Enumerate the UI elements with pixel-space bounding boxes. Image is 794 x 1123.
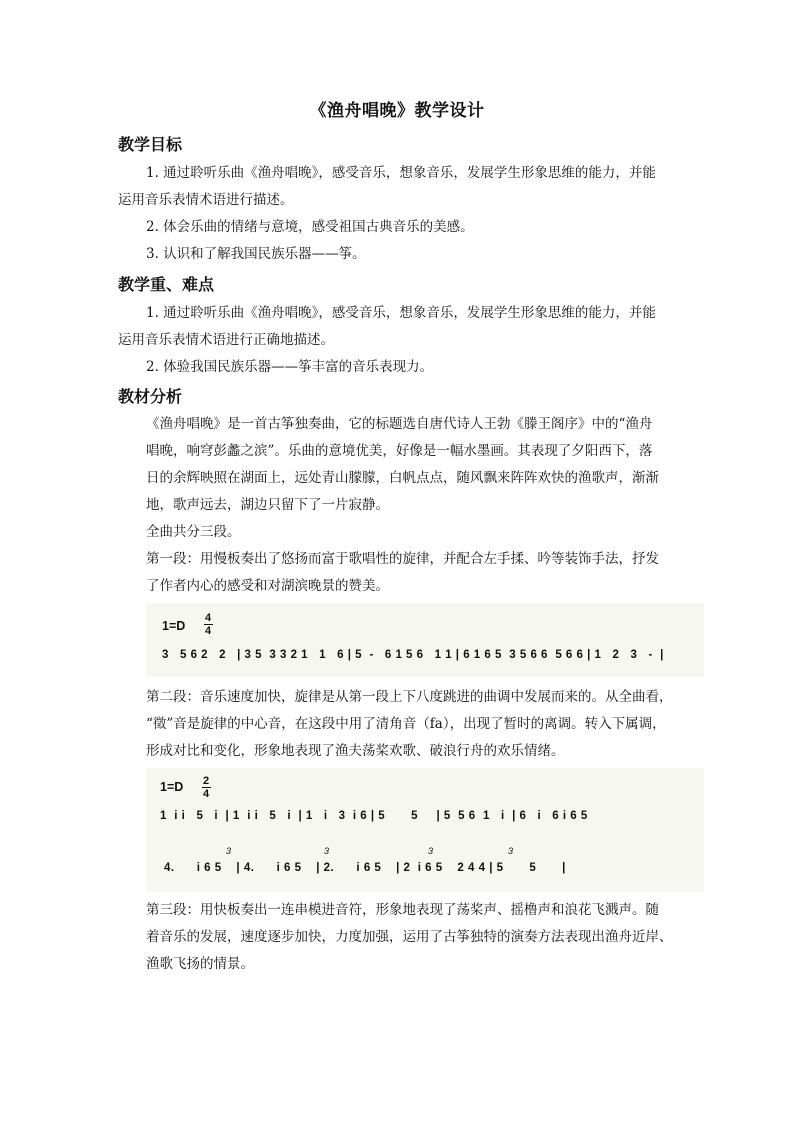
score2-time-signature (200, 776, 212, 799)
analysis-line-4: 地，歌声远去，湖边只留下了一片寂静。 (146, 497, 389, 513)
score2-time-bottom: 4 (202, 788, 210, 800)
score1-key: 1=D (162, 619, 186, 633)
goal-line-2: 运用音乐表情术语进行描述。 (118, 192, 294, 208)
triplet-mark: 3 (428, 846, 434, 856)
score1-time-signature (202, 613, 214, 636)
heading-key-points: 教学重、难点 (118, 275, 215, 294)
analysis-line-3: 日的余辉映照在湖面上，远处青山朦朦，白帆点点，随风飘来阵阵欢快的渔歌声，渐渐 (146, 470, 659, 486)
analysis-line-2: 唱晚，响穹彭蠡之滨”。乐曲的意境优美，好像是一幅水墨画。其表现了夕阳西下，落 (146, 443, 653, 459)
section3-line-2: 着音乐的发展，速度逐步加快，力度加强，运用了古筝独特的演奏方法表现出渔舟近岸、 (146, 929, 673, 945)
score2-notes-line-1: 1 i i 5 i | 1 i i 5 i | 1 i 3 i 6 | 5 5 | 5 5 6 1 i | 6 i 6 i 6 5 (160, 810, 588, 822)
page-title: 《渔舟唱晚》教学设计 (309, 101, 485, 121)
score1-time-top: 4 (204, 612, 212, 624)
score2-key: 1=D (160, 780, 184, 794)
score2-time-top: 2 (202, 775, 210, 787)
goal-line-3: 2. 体会乐曲的情绪与意境，感受祖国古典音乐的美感。 (146, 219, 474, 235)
triplet-mark: 3 (324, 846, 330, 856)
goal-line-1: 1. 通过聆听乐曲《渔舟唱晚》，感受音乐，想象音乐，发展学生形象思维的能力，并能 (146, 165, 656, 181)
goal-line-4: 3. 认识和了解我国民族乐器——筝。 (146, 246, 366, 262)
analysis-line-1: 《渔舟唱晚》是一首古筝独奏曲，它的标题选自唐代诗人王勃《滕王阁序》中的“渔舟 (146, 416, 653, 432)
score-excerpt-2 (146, 768, 704, 892)
section2-line-3: 形成对比和变化，形象地表现了渔夫荡桨欢歌、破浪行舟的欢乐情绪。 (146, 743, 565, 759)
keypoint-line-3: 2. 体验我国民族乐器——筝丰富的音乐表现力。 (146, 359, 434, 375)
section1-line-2: 了作者内心的感受和对湖滨晚景的赞美。 (146, 578, 389, 594)
triplet-mark: 3 (226, 846, 232, 856)
section1-line-1: 第一段：用慢板奏出了悠扬而富于歌唱性的旋律，并配合左手揉、吟等装饰手法，抒发 (146, 551, 659, 567)
keypoint-line-2: 运用音乐表情术语进行正确地描述。 (118, 332, 334, 348)
section3-line-1: 第三段：用快板奏出一连串模进音符，形象地表现了荡桨声、摇橹声和浪花飞溅声。随 (146, 902, 659, 918)
score-excerpt-1 (146, 603, 704, 677)
section2-line-2: “徵”音是旋律的中心音，在这段中用了清角音（fa），出现了暂时的离调。转入下属调， (146, 716, 666, 732)
score1-time-bottom: 4 (204, 625, 212, 637)
analysis-paragraph-2: 全曲共分三段。 (146, 524, 241, 540)
score2-notes-line-2: 4. i 6 5 | 4. i 6 5 | 2. i 6 5 | 2 i 6 5 2 4 4 | 5 5 | (164, 862, 566, 874)
section3-line-3: 渔歌飞扬的情景。 (146, 956, 254, 972)
heading-teaching-goals: 教学目标 (118, 135, 183, 154)
section2-line-1: 第二段：音乐速度加快，旋律是从第一段上下八度跳进的曲调中发展而来的。从全曲看， (146, 689, 673, 705)
keypoint-line-1: 1. 通过聆听乐曲《渔舟唱晚》，感受音乐，想象音乐，发展学生形象思维的能力，并能 (146, 305, 656, 321)
triplet-mark: 3 (508, 846, 514, 856)
heading-material-analysis: 教材分析 (118, 387, 183, 406)
score1-notes: 3 5 6 2 2 | 3 5 3 3 2 1 1 6 | 5 - 6 1 5 6 1 1 | 6 1 6 5 3 5 6 6 5 6 6 | 1 2 3 - | (162, 649, 664, 661)
